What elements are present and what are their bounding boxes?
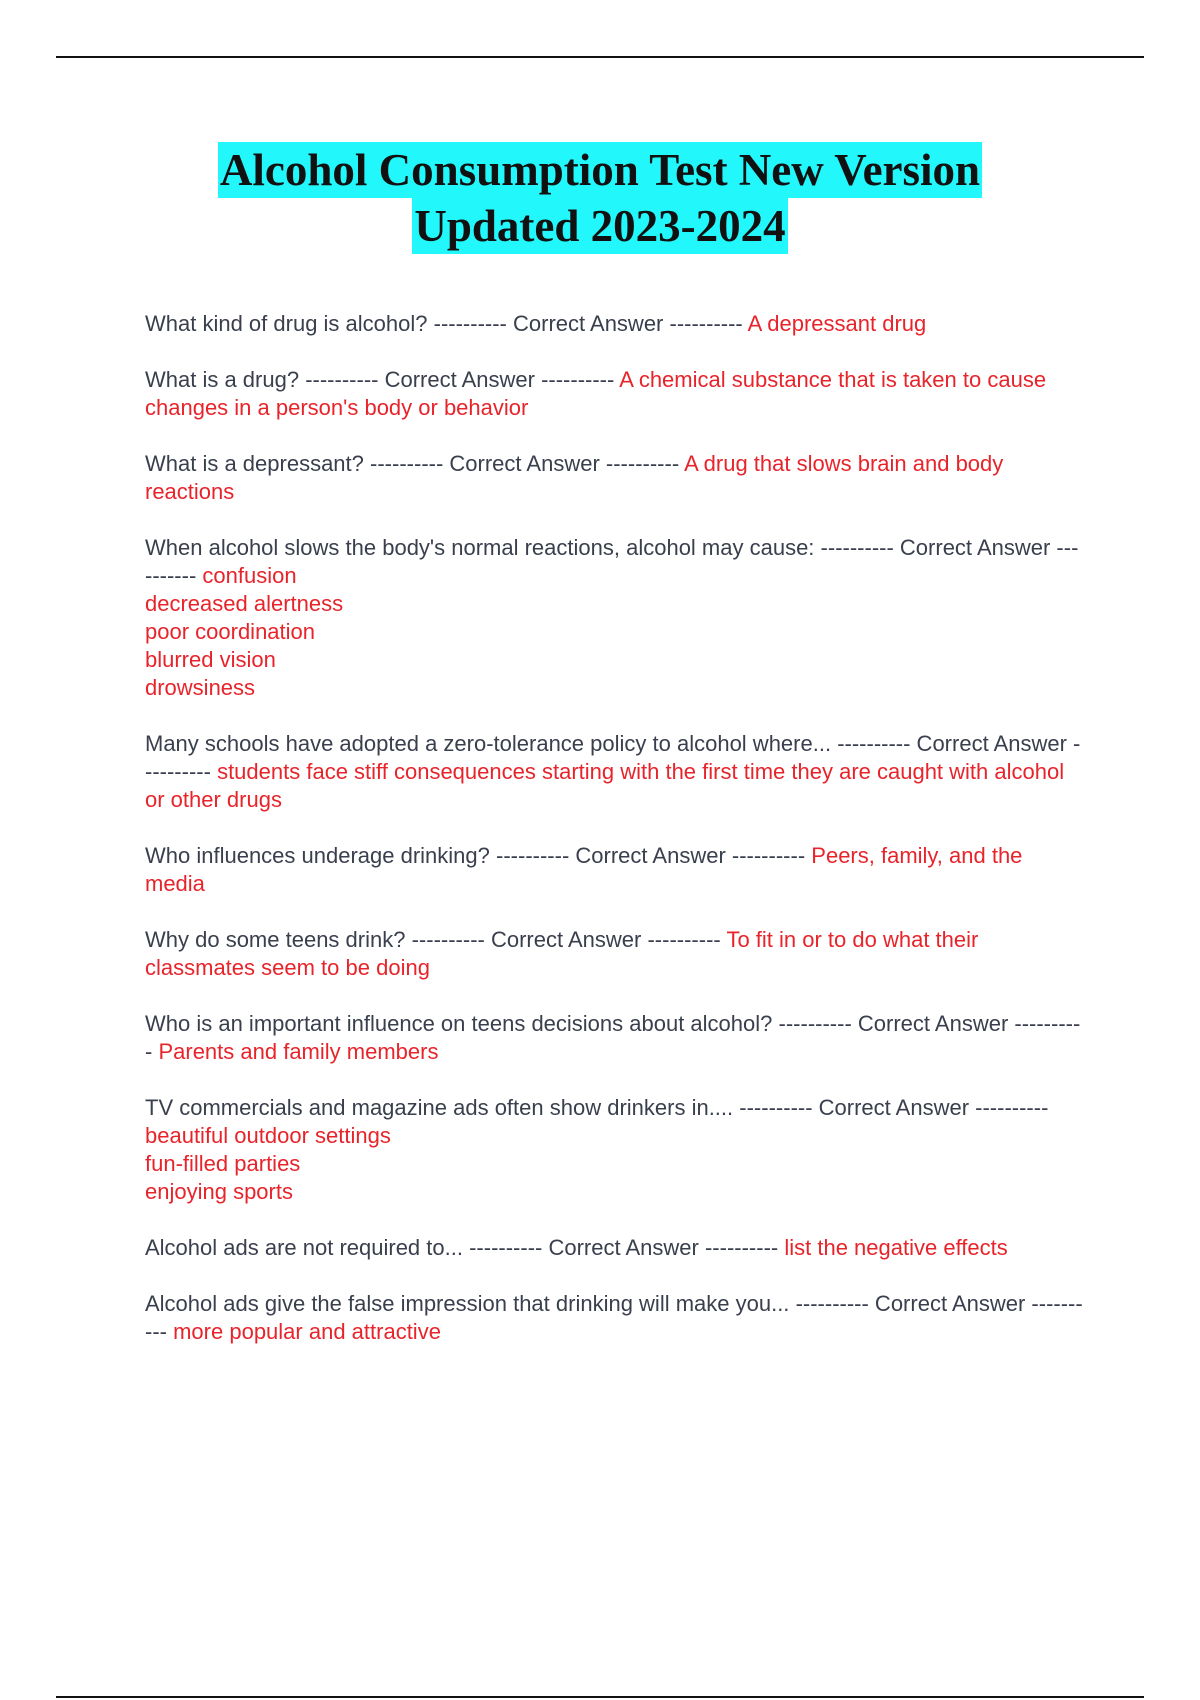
question-text: Many schools have adopted a zero-tolerance policy to alcohol where... [145, 731, 832, 756]
question-item [145, 926, 1085, 982]
question-item [145, 534, 1085, 702]
answer-text: more popular and attractive [173, 1319, 441, 1344]
answer-text: A depressant drug [747, 311, 927, 336]
question-item [145, 1010, 1085, 1066]
answer-text: decreased alertness [145, 591, 344, 616]
question-item [145, 1290, 1085, 1346]
header-rule [56, 56, 1144, 58]
answer-text: A chemical substance that is taken to cause changes in a person's body or behavior [145, 367, 1047, 420]
question-item [145, 842, 1085, 898]
correct-answer-separator: ---------- Correct Answer ---------- [145, 1291, 1083, 1344]
correct-answer-separator: ---------- Correct Answer ---------- [496, 843, 806, 868]
title-line-1: Alcohol Consumption Test New Version [218, 142, 982, 198]
question-item [145, 1234, 1085, 1262]
question-item [145, 310, 1085, 338]
correct-answer-separator: ---------- Correct Answer ---------- [411, 927, 721, 952]
answer-text: drowsiness [145, 675, 256, 700]
answer-text: students face stiff consequences starting with the first time they are caught with alcohol or other drugs [145, 759, 1065, 812]
answer-text: poor coordination [145, 619, 316, 644]
question-item [145, 450, 1085, 506]
correct-answer-separator: ---------- Correct Answer ---------- [469, 1235, 779, 1260]
answer-text: A drug that slows brain and body reactions [145, 451, 1004, 504]
answer-text: To fit in or to do what their classmates seem to be doing [145, 927, 979, 980]
footer-rule [56, 1696, 1144, 1698]
correct-answer-separator: ---------- Correct Answer ---------- [305, 367, 615, 392]
answer-text: Peers, family, and the media [145, 843, 1023, 896]
question-item [145, 730, 1085, 814]
question-text: Alcohol ads are not required to... [145, 1235, 463, 1260]
question-text: What kind of drug is alcohol? [145, 311, 428, 336]
question-list [145, 310, 1085, 1374]
question-text: When alcohol slows the body's normal reactions, alcohol may cause: [145, 535, 815, 560]
correct-answer-separator: ---------- Correct Answer ---------- [433, 311, 743, 336]
question-text: What is a drug? [145, 367, 300, 392]
question-text: What is a depressant? [145, 451, 364, 476]
correct-answer-separator: ---------- Correct Answer ---------- [145, 535, 1079, 588]
answer-text: blurred vision [145, 647, 276, 672]
answer-text: enjoying sports [145, 1179, 293, 1204]
correct-answer-separator: ---------- Correct Answer ---------- [145, 731, 1081, 784]
question-text: Who influences underage drinking? [145, 843, 490, 868]
answer-text: list the negative effects [784, 1235, 1008, 1260]
title-line-2: Updated 2023-2024 [412, 198, 787, 254]
question-text: Who is an important influence on teens decisions about alcohol? [145, 1011, 773, 1036]
question-item [145, 1094, 1085, 1206]
question-item [145, 366, 1085, 422]
page-title [0, 142, 1200, 254]
question-text: Alcohol ads give the false impression that drinking will make you... [145, 1291, 790, 1316]
answer-text: beautiful outdoor settings [145, 1123, 391, 1148]
question-text: TV commercials and magazine ads often show drinkers in.... [145, 1095, 734, 1120]
correct-answer-separator: ---------- Correct Answer ---------- [145, 1011, 1081, 1064]
answer-text: Parents and family members [158, 1039, 439, 1064]
answer-text: confusion [202, 563, 297, 588]
correct-answer-separator: ---------- Correct Answer ---------- [739, 1095, 1049, 1120]
question-text: Why do some teens drink? [145, 927, 406, 952]
correct-answer-separator: ---------- Correct Answer ---------- [370, 451, 680, 476]
answer-text: fun-filled parties [145, 1151, 301, 1176]
